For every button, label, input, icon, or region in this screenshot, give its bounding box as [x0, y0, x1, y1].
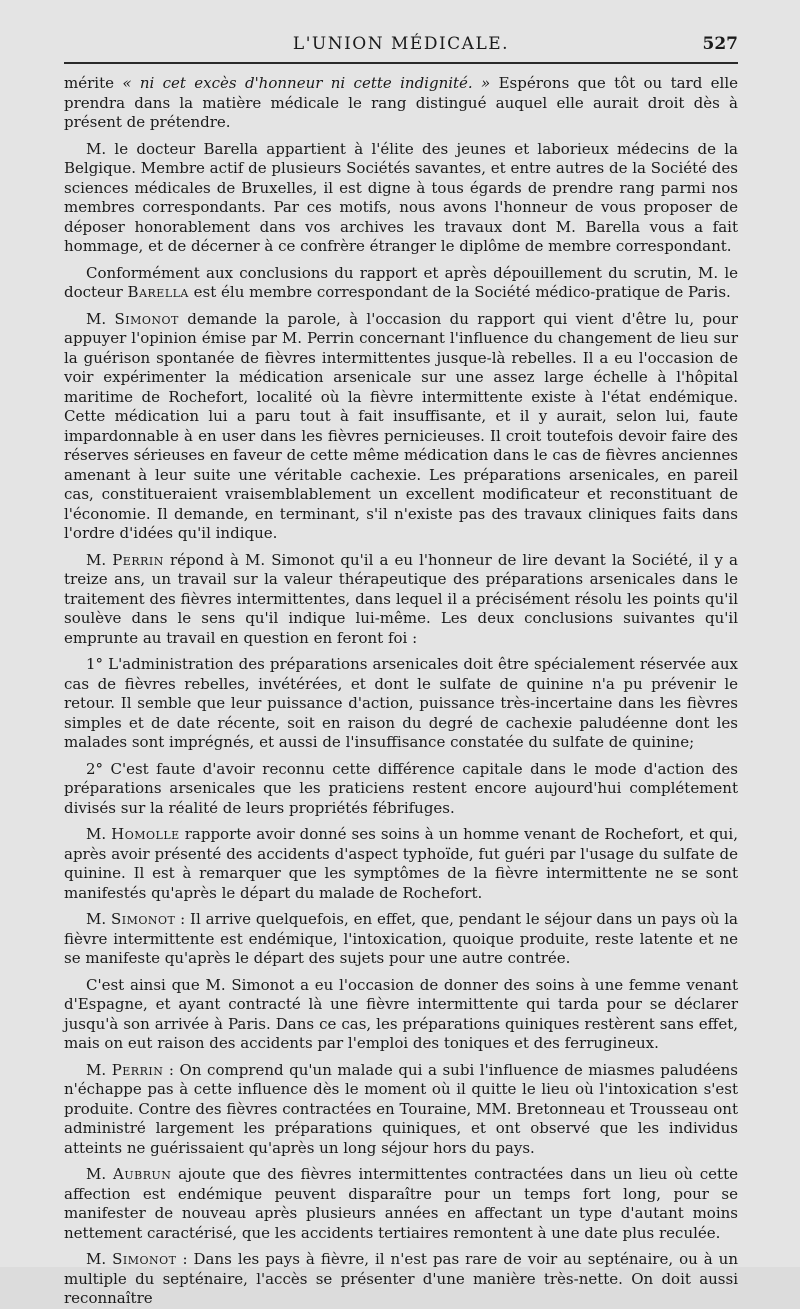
paragraph-1 [64, 74, 738, 133]
paragraph-11 [64, 1061, 738, 1159]
speaker-name: Barella [127, 283, 189, 301]
text-run: : Il arrive quelquefois, en effet, que, pendant le séjour dans un pays où la fièvre intermittente est endémique, l'intoxication, quoique produite, reste latente et ne se manifeste qu'après le départ des sujets pour une autre contrée. [64, 910, 738, 967]
text-run: Espérons que tôt ou tard elle prendra dans la matière médicale le rang distingué auquel elle aurait droit dès à présent de prétendre. [64, 74, 739, 131]
text-run: est élu membre correspondant de la Société médico-pratique de Paris. [188, 283, 731, 301]
text-run: M. [86, 1165, 114, 1183]
paragraph-4 [64, 310, 738, 544]
text-run: M. [86, 825, 112, 843]
speaker-name: Aubrun [113, 1165, 172, 1183]
paragraph-12 [64, 1165, 738, 1243]
conclusion-2: 2° C'est faute d'avoir reconnu cette différence capitale dans le mode d'action des préparations arsenicales que les praticiens restent encore aujourd'hui complétement divisés sur la réalité de leurs propriétés fébrifuges. [64, 759, 738, 817]
paragraph-9 [64, 910, 738, 969]
text-run: M. [86, 1060, 112, 1079]
paragraph-3 [64, 264, 738, 303]
page-header [64, 30, 738, 64]
speaker-name: Perrin [111, 1060, 164, 1079]
text-run: ajoute que des fièvres intermittentes contractées dans un lieu où cette affection est endémique peuvent disparaître pour un temps fort long, pour se manifester de nouveau après plusieurs années en affectant un type d'autant moins nettement caractérisé, que les accidents tertiaires remontent à une date plus reculée. [64, 1165, 738, 1242]
paragraph-13 [64, 1250, 738, 1309]
text-run: : Dans les pays à fièvre, il n'est pas rare de voir au septénaire, ou à un multiple du septénaire, l'accès se présenter d'une manière très-nette. On doit aussi reconnaître [64, 1250, 738, 1307]
paragraph-10: C'est ainsi que M. Simonot a eu l'occasion de donner des soins à une femme venant d'Espagne, et ayant contracté là une fièvre intermittente qui tarda pour se déclarer jusqu'à son arrivée à Paris. Dans ce cas, les préparations quiniques restèrent sans effet, mais on eut raison des accidents par l'emploi des toniques et des ferrugineux. [64, 975, 738, 1052]
conclusion-1: 1° L'administration des préparations arsenicales doit être spécialement réservée aux cas de fièvres rebelles, invétérées, et dont le sulfate de quinine n'a pu prévenir le retour. Il semble que leur puissance d'action, puissance très-incertaine dans les fièvres simples et de date récente, soit en raison du degré de cachexie paludéenne dont les malades sont imprégnés, et aussi de l'insuffisance constatée du sulfate de quinine; [64, 655, 738, 751]
paragraph-5 [64, 551, 738, 649]
italic-quote: « ni cet excès d'honneur ni cette indignité. » [122, 74, 491, 92]
text-run: mérite [64, 74, 123, 92]
body-text [64, 74, 738, 1309]
text-run: demande la parole, à l'occasion du rapport qui vient d'être lu, pour appuyer l'opinion émise par M. Perrin concernant l'influence du changement de lieu sur la guérison spontanée de fièvres intermittentes jusque-là rebelles. Il a eu l'occasion de voir expérimenter la médication arsenicale sur une assez large échelle à l'hôpital maritime de Rochefort, localité où la fièvre intermittente existe à l'état endémique. Cette médication lui a paru tout à fait insuffisante, et il y aurait, selon lui, faute impardonnable à en user dans les fièvres pernicieuses. Il croit toutefois devoir faire des réserves sérieuses en faveur de cette même médication dans le cas de fièvres anciennes amenant à leur suite une véritable cachexie. Les préparations arsenicales, en pareil cas, constitueraient vraisemblablement un excellent modificateur et reconstituant de l'économie. Il demande, en terminant, s'il n'existe pas des travaux cliniques faits dans l'ordre d'idées qu'il indique. [64, 309, 738, 542]
speaker-name: Simonot [112, 1250, 177, 1268]
speaker-name: Simonot [114, 309, 179, 328]
text-run: rapporte avoir donné ses soins à un homme venant de Rochefort, et qui, après avoir présenté des accidents d'aspect typhoïde, fut guéri par l'usage du sulfate de quinine. Il est à remarquer que les symptômes de la fièvre intermittente ne se sont manifestés qu'après le départ du malade de Rochefort. [64, 825, 738, 902]
speaker-name: Homolle [111, 825, 180, 843]
text-run: M. [86, 910, 111, 928]
speaker-name: Perrin [112, 550, 164, 569]
speaker-name: Simonot [110, 910, 176, 928]
paragraph-8 [64, 825, 738, 903]
text-run: M. [86, 309, 115, 328]
page-number: 527 [702, 34, 738, 54]
text-run: M. [86, 550, 113, 569]
paragraph-2: M. le docteur Barella appartient à l'élite des jeunes et laborieux médecins de la Belgique. Membre actif de plusieurs Sociétés savantes, et entre autres de la Société des sciences médicales de Bruxelles, il est digne à tous égards de prendre rang parmi nos membres correspondants. Par ces motifs, nous avons l'honneur de vous proposer de déposer honorablement dans vos archives les travaux dont M. Barella vous a fait hommage, et de décerner à ce confrère étranger le diplôme de membre correspondant. [64, 139, 738, 255]
text-run: répond à M. Simonot qu'il a eu l'honneur de lire devant la Société, il y a treize ans, un travail sur la valeur thérapeutique des préparations arsenicales dans le traitement des fièvres intermittentes, dans lequel il a précisément résolu les points qu'il soulève dans le sens qu'il indique lui-même. Les deux conclusions suivantes qu'il emprunte au travail en question en feront foi : [64, 550, 738, 647]
text-run: Conformément aux conclusions du rapport et après dépouillement du scrutin, M. le docteur [64, 263, 738, 301]
running-head: L'UNION MÉDICALE. [292, 34, 510, 54]
text-run: M. [86, 1250, 113, 1268]
text-run: : On comprend qu'un malade qui a subi l'influence de miasmes paludéens n'échappe pas à cette influence dès le moment où il quitte le lieu où l'intoxication s'est produite. Contre des fièvres contractées en Touraine, MM. Bretonneau et Trousseau ont administré largement les préparations quiniques, et ont observé que les individus atteints ne guérissaient qu'après un long séjour hors du pays. [64, 1060, 738, 1157]
